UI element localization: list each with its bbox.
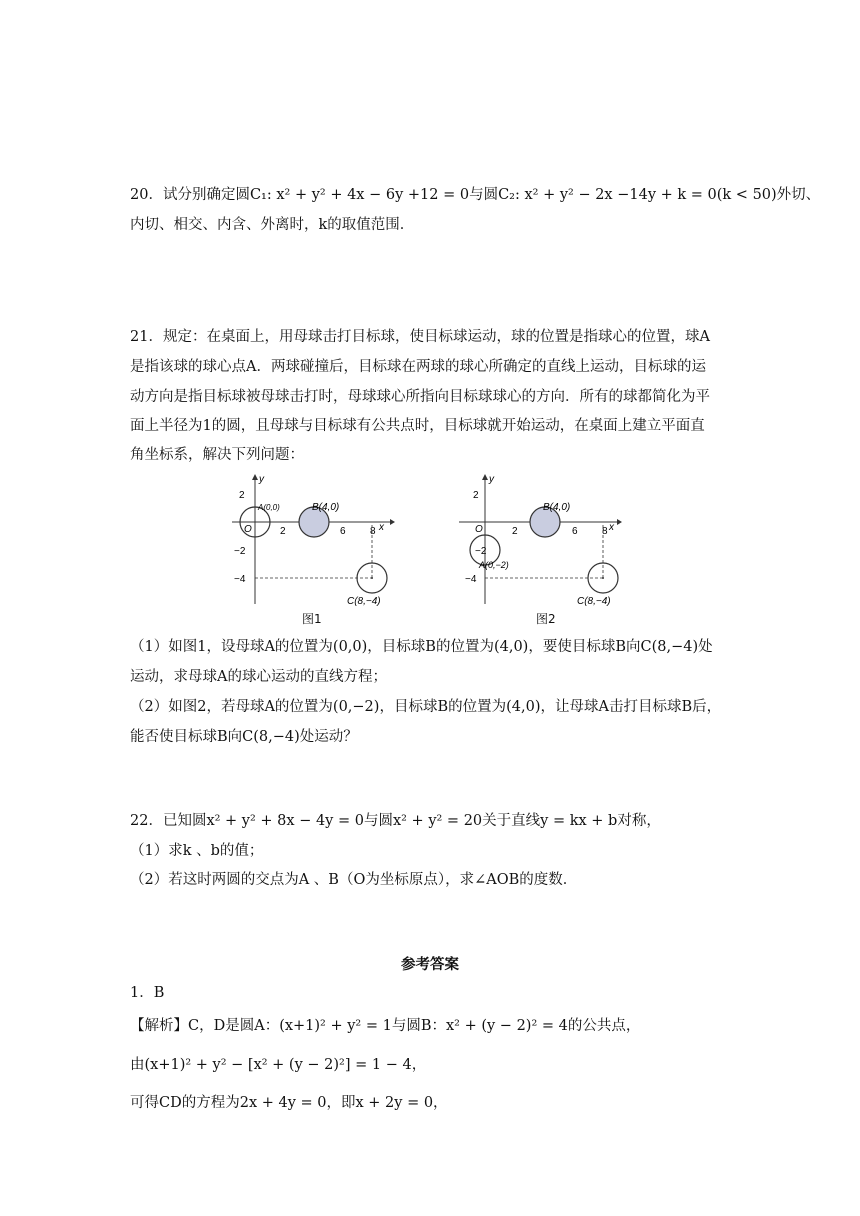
q22-line-3: （2）若这时两圆的交点为A 、B（O为坐标原点），求∠AOB的度数．: [130, 872, 578, 888]
answer-1-analysis-line-3: 可得CD的方程为2x + 4y = 0，即x + 2y = 0，: [130, 1095, 448, 1111]
label-b: B(4,0): [543, 502, 571, 513]
x-axis-label: x: [379, 522, 384, 533]
q21-line-1: 21．规定：在桌面上，用母球击打目标球，使目标球运动，球的位置是指球心的位置，球A: [130, 329, 710, 345]
q21-line-3: 动方向是指目标球被母球击打时，母球球心所指向目标球球心的方向．所有的球都简化为平: [130, 389, 710, 405]
y-tick-neg2: −2: [234, 546, 246, 557]
q22-line-2: （1）求k 、b的值；: [130, 843, 264, 859]
answer-1-analysis-line-2: 由(x+1)² + y² − [x² + (y − 2)²] = 1 − 4，: [130, 1057, 427, 1073]
label-b: B(4,0): [312, 502, 340, 513]
x-tick-2: 2: [280, 526, 286, 537]
x-axis-arrow: [617, 519, 622, 525]
q21-part1-line-1: （1）如图1，设母球A的位置为(0,0)，目标球B的位置为(4,0)，要使目标球B向C(8,−4)处: [130, 639, 713, 655]
y-axis-label: y: [259, 474, 264, 485]
q21-line-4: 面上半径为1的圆，且母球与目标球有公共点时，目标球就开始运动，在桌面上建立平面直: [130, 418, 705, 434]
origin-label: O: [244, 524, 252, 535]
label-a: A(0,−2): [479, 560, 509, 570]
q21-part1-line-2: 运动，求母球A的球心运动的直线方程；: [130, 669, 387, 685]
origin-label: O: [475, 524, 483, 535]
q20-line-2: 内切、相交、内含、外离时，k的取值范围．: [130, 217, 415, 233]
y-tick-2: 2: [473, 490, 479, 501]
label-a: A(0,0): [258, 503, 280, 512]
x-tick-6: 6: [572, 526, 578, 537]
q21-part2-line-2: 能否使目标球B向C(8,−4)处运动？: [130, 729, 358, 745]
label-c: C(8,−4): [577, 596, 611, 607]
q21-line-5: 角坐标系，解决下列问题：: [130, 447, 304, 463]
q20-line-1: 20．试分别确定圆C₁: x² + y² + 4x − 6y +12 = 0与圆C₂: x² + y² − 2x −14y + k = 0(k < 50)外切、: [130, 187, 821, 203]
q21-line-2: 是指该球的球心点A．两球碰撞后，目标球在两球的球心所确定的直线上运动，目标球的运: [130, 359, 706, 375]
y-tick-neg2: −2: [475, 546, 487, 557]
label-c: C(8,−4): [347, 596, 381, 607]
x-tick-8: 8: [602, 526, 608, 537]
answer-1: 1．B: [130, 985, 165, 1001]
x-axis-label: x: [609, 522, 614, 533]
y-axis-arrow: [482, 474, 488, 480]
answers-heading: 参考答案: [401, 956, 459, 973]
figure-2-caption: 图2: [536, 612, 556, 626]
y-axis-arrow: [252, 474, 258, 480]
x-tick-2: 2: [512, 526, 518, 537]
q22-line-1: 22．已知圆x² + y² + 8x − 4y = 0与圆x² + y² = 20关于直线y = kx + b对称，: [130, 813, 661, 829]
x-axis-arrow: [390, 519, 395, 525]
figure-1-caption: 图1: [302, 612, 322, 626]
y-tick-2: 2: [239, 490, 245, 501]
q21-part2-line-1: （2）如图2，若母球A的位置为(0,−2)，目标球B的位置为(4,0)，让母球A击打目标球B后，: [130, 699, 722, 715]
x-tick-6: 6: [340, 526, 346, 537]
y-tick-neg4: −4: [234, 574, 246, 585]
figure-1: [222, 470, 397, 610]
answer-1-analysis-line-1: 【解析】C，D是圆A：(x+1)² + y² = 1与圆B：x² + (y − 2)² = 4的公共点，: [130, 1018, 641, 1034]
y-tick-neg4: −4: [465, 574, 477, 585]
x-tick-8: 8: [370, 526, 376, 537]
figure-2: [455, 470, 630, 610]
y-axis-label: y: [489, 474, 494, 485]
